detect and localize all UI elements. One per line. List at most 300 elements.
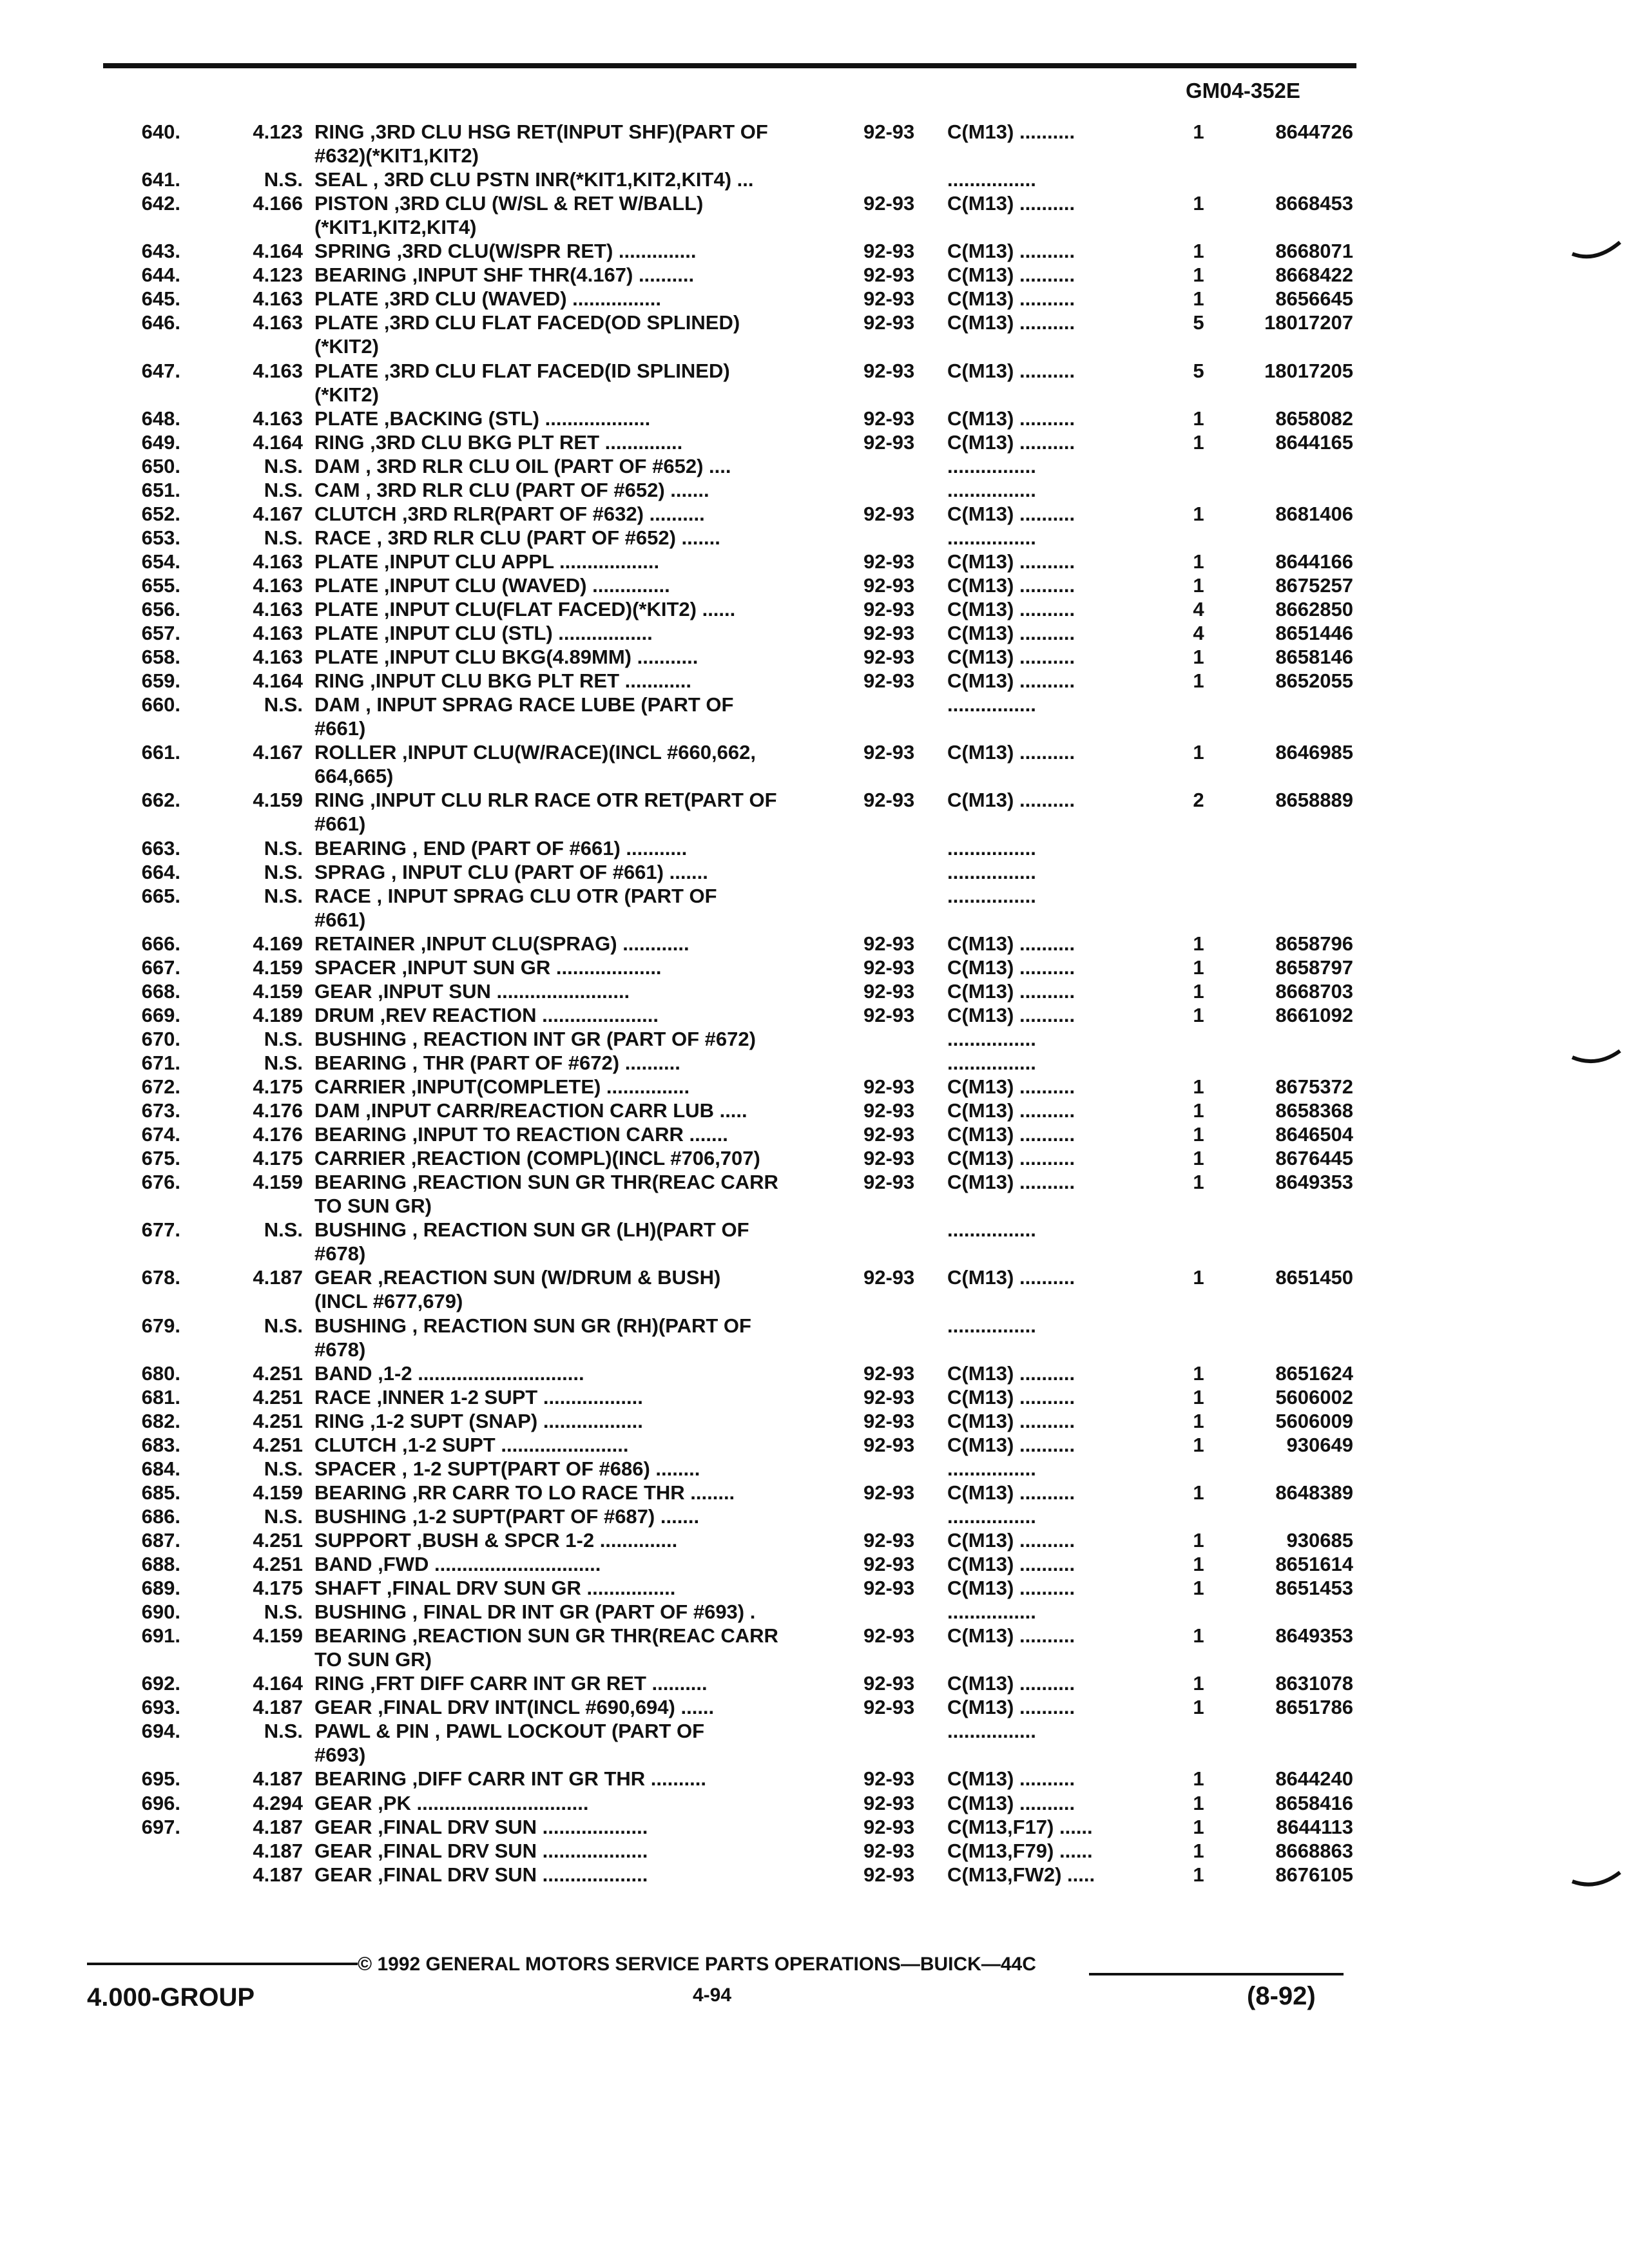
parts-row [0,1528,1629,1552]
model-years: 92-93 [863,1075,915,1098]
quantity: 1 [1193,646,1204,669]
vehicle-code: C(M13) .......... [947,932,1075,955]
quantity: 1 [1193,1481,1204,1504]
vehicle-code: C(M13) .......... [947,1553,1075,1575]
section-ref: N.S. [264,693,303,716]
model-years: 92-93 [863,1863,915,1886]
model-years: 92-93 [863,1147,915,1170]
part-description: DAM ,INPUT CARR/REACTION CARR LUB ..... [314,1099,747,1122]
parts-row [0,1671,1629,1695]
vehicle-code: C(M13) .......... [947,598,1075,620]
part-number: 8646504 [1275,1123,1353,1146]
quantity: 1 [1193,956,1204,979]
section-ref: 4.163 [253,550,303,573]
section-ref: 4.163 [253,622,303,645]
model-years: 92-93 [863,1123,915,1146]
section-ref: N.S. [264,168,303,191]
vehicle-code: C(M13,F17) ...... [947,1815,1093,1838]
footer-copyright: © 1992 GENERAL MOTORS SERVICE PARTS OPERATIONS—BUICK—44C [358,1954,1036,1975]
parts-row [0,430,1629,454]
section-ref: 4.187 [253,1815,303,1838]
quantity: 1 [1193,120,1204,143]
model-years: 92-93 [863,430,915,454]
item-number: 681. [141,1385,180,1408]
section-ref: 4.159 [253,956,303,979]
quantity: 1 [1193,1815,1204,1838]
part-description: RING ,FRT DIFF CARR INT GR RET .......... [314,1672,708,1695]
quantity: 1 [1193,1361,1204,1385]
part-description: (*KIT2) [314,383,379,406]
section-ref: N.S. [264,860,303,883]
item-number: 669. [141,1003,180,1026]
part-description: SPRAG , INPUT CLU (PART OF #661) ....... [314,860,708,883]
section-ref: N.S. [264,1457,303,1480]
parts-row [0,573,1629,597]
item-number: 654. [141,550,180,573]
section-ref: 4.187 [253,1696,303,1719]
parts-row [0,383,1629,407]
item-number: 676. [141,1171,180,1194]
vehicle-code: C(M13) .......... [947,979,1075,1003]
parts-row [0,1863,1629,1887]
vehicle-code: C(M13) .......... [947,1003,1075,1026]
part-number: 8681406 [1275,502,1353,525]
parts-row [0,1481,1629,1504]
section-ref: 4.294 [253,1791,303,1814]
part-description: GEAR ,PK ............................... [314,1791,589,1814]
vehicle-code: C(M13,F79) ...... [947,1839,1093,1862]
part-description: CARRIER ,INPUT(COMPLETE) ............... [314,1075,690,1098]
part-description: RETAINER ,INPUT CLU(SPRAG) ............ [314,932,689,955]
part-description: RING ,INPUT CLU BKG PLT RET ............ [314,669,691,693]
part-number: 8644240 [1275,1767,1353,1791]
section-ref: 4.176 [253,1123,303,1146]
model-years: 92-93 [863,502,915,525]
part-description: RING ,INPUT CLU RLR RACE OTR RET(PART OF [314,789,777,812]
vehicle-code: C(M13) .......... [947,1696,1075,1719]
section-ref: N.S. [264,1600,303,1624]
part-description: DAM , 3RD RLR CLU OIL (PART OF #652) .... [314,454,731,477]
parts-row [0,884,1629,908]
part-description: RING ,1-2 SUPT (SNAP) .................. [314,1409,643,1432]
item-number: 675. [141,1147,180,1170]
item-number: 650. [141,454,180,477]
parts-row [0,215,1629,239]
vehicle-code: C(M13) .......... [947,430,1075,454]
section-ref: N.S. [264,1027,303,1050]
vehicle-code: C(M13) .......... [947,1767,1075,1791]
part-number: 8652055 [1275,669,1353,693]
part-number: 5606002 [1275,1385,1353,1408]
part-description: DRUM ,REV REACTION ..................... [314,1003,659,1026]
parts-row [0,407,1629,430]
model-years: 92-93 [863,1099,915,1122]
item-number: 687. [141,1528,180,1552]
part-description: CAM , 3RD RLR CLU (PART OF #652) ....... [314,478,709,501]
section-ref: 4.175 [253,1147,303,1170]
section-ref: N.S. [264,836,303,860]
vehicle-code: C(M13) .......... [947,1481,1075,1504]
vehicle-code: C(M13) .......... [947,1409,1075,1432]
parts-row [0,1576,1629,1600]
parts-row [0,1361,1629,1385]
parts-row [0,621,1629,645]
quantity: 1 [1193,1147,1204,1170]
parts-row [0,1433,1629,1457]
section-ref: N.S. [264,526,303,549]
part-number: 8649353 [1275,1624,1353,1648]
parts-row [0,860,1629,884]
vehicle-code: C(M13) .......... [947,1147,1075,1170]
vehicle-code: ................ [947,168,1036,191]
part-description: (INCL #677,679) [314,1290,463,1313]
vehicle-code: C(M13) .......... [947,1791,1075,1814]
part-description: #632)(*KIT1,KIT2) [314,144,479,168]
item-number: 657. [141,622,180,645]
item-number: 656. [141,598,180,620]
vehicle-code: C(M13) .......... [947,1266,1075,1289]
document-code: GM04-352E [1186,79,1300,102]
item-number: 646. [141,311,180,334]
part-description: BUSHING , FINAL DR INT GR (PART OF #693) . [314,1600,756,1624]
section-ref: N.S. [264,1504,303,1528]
vehicle-code: C(M13) .......... [947,120,1075,143]
parts-row [0,1338,1629,1361]
part-number: 8675257 [1275,573,1353,597]
section-ref: 4.163 [253,573,303,597]
section-ref: N.S. [264,1314,303,1337]
parts-row [0,836,1629,860]
vehicle-code: ................ [947,1720,1036,1743]
part-description: BUSHING , REACTION SUN GR (LH)(PART OF [314,1218,749,1242]
quantity: 1 [1193,192,1204,215]
parts-row [0,1648,1629,1671]
vehicle-code: ................ [947,1600,1036,1624]
quantity: 4 [1193,598,1204,620]
quantity: 1 [1193,1839,1204,1862]
part-description: BEARING ,INPUT TO REACTION CARR ....... [314,1123,728,1146]
parts-row [0,1289,1629,1313]
item-number: 679. [141,1314,180,1337]
parts-row [0,1743,1629,1767]
parts-row [0,979,1629,1003]
item-number: 661. [141,741,180,764]
model-years: 92-93 [863,956,915,979]
section-ref: 4.251 [253,1361,303,1385]
model-years: 92-93 [863,1409,915,1432]
parts-row [0,1265,1629,1289]
item-number: 666. [141,932,180,955]
part-description: (*KIT2) [314,335,379,358]
item-number: 673. [141,1099,180,1122]
quantity: 1 [1193,1528,1204,1552]
quantity: 5 [1193,359,1204,382]
item-number: 686. [141,1504,180,1528]
item-number: 648. [141,407,180,430]
part-number: 8668453 [1275,192,1353,215]
punch-hole-mark [1571,1869,1621,1890]
parts-row [0,1815,1629,1839]
vehicle-code: C(M13) .......... [947,1624,1075,1648]
section-ref: 4.163 [253,407,303,430]
item-number: 692. [141,1672,180,1695]
parts-row [0,1600,1629,1624]
part-description: BEARING ,INPUT SHF THR(4.167) .......... [314,264,695,287]
item-number: 678. [141,1266,180,1289]
item-number: 684. [141,1457,180,1480]
parts-row [0,812,1629,836]
section-ref: 4.251 [253,1409,303,1432]
parts-row [0,1075,1629,1099]
part-description: RACE , INPUT SPRAG CLU OTR (PART OF [314,884,717,907]
model-years: 92-93 [863,1577,915,1600]
part-description: PLATE ,INPUT CLU (STL) ................. [314,622,653,645]
part-description: DAM , INPUT SPRAG RACE LUBE (PART OF [314,693,734,716]
vehicle-code: ................ [947,1314,1036,1337]
part-description: BEARING ,RR CARR TO LO RACE THR ........ [314,1481,735,1504]
part-description: #693) [314,1744,366,1767]
parts-row [0,1385,1629,1409]
parts-row [0,1146,1629,1170]
part-description: TO SUN GR) [314,1648,432,1671]
quantity: 1 [1193,1767,1204,1791]
part-description: PLATE ,INPUT CLU BKG(4.89MM) ........... [314,646,699,669]
parts-row [0,932,1629,956]
vehicle-code: C(M13) .......... [947,646,1075,669]
part-number: 8646985 [1275,741,1353,764]
section-ref: 4.251 [253,1433,303,1456]
part-description: PLATE ,INPUT CLU APPL .................. [314,550,660,573]
parts-row [0,359,1629,383]
item-number: 649. [141,430,180,454]
part-description: RING ,3RD CLU BKG PLT RET .............. [314,430,683,454]
section-ref: 4.163 [253,646,303,669]
section-ref: 4.163 [253,287,303,311]
part-number: 5606009 [1275,1409,1353,1432]
quantity: 1 [1193,1409,1204,1432]
parts-row [0,144,1629,168]
item-number: 660. [141,693,180,716]
parts-row [0,334,1629,358]
part-number: 8651453 [1275,1577,1353,1600]
part-description: GEAR ,FINAL DRV SUN ................... [314,1815,648,1838]
model-years: 92-93 [863,1672,915,1695]
vehicle-code: ................ [947,1051,1036,1074]
section-ref: N.S. [264,1720,303,1743]
quantity: 1 [1193,550,1204,573]
parts-row [0,239,1629,263]
part-description: BUSHING , REACTION SUN GR (RH)(PART OF [314,1314,751,1337]
model-years: 92-93 [863,1385,915,1408]
part-description: BAND ,1-2 .............................. [314,1361,584,1385]
section-ref: 4.167 [253,741,303,764]
quantity: 1 [1193,430,1204,454]
part-number: 8658368 [1275,1099,1353,1122]
item-number: 685. [141,1481,180,1504]
vehicle-code: ................ [947,836,1036,860]
part-description: PLATE ,3RD CLU FLAT FACED(ID SPLINED) [314,359,730,382]
item-number: 683. [141,1433,180,1456]
model-years: 92-93 [863,1767,915,1791]
parts-row [0,1027,1629,1051]
part-description: GEAR ,INPUT SUN ........................ [314,979,630,1003]
parts-row [0,1099,1629,1122]
model-years: 92-93 [863,573,915,597]
item-number: 682. [141,1409,180,1432]
vehicle-code: C(M13) .......... [947,669,1075,693]
section-ref: 4.164 [253,1672,303,1695]
section-ref: 4.251 [253,1528,303,1552]
section-ref: 4.123 [253,120,303,143]
quantity: 1 [1193,979,1204,1003]
vehicle-code: ................ [947,884,1036,907]
item-number: 671. [141,1051,180,1074]
vehicle-code: C(M13) .......... [947,1123,1075,1146]
section-ref: 4.187 [253,1863,303,1886]
part-description: BEARING ,DIFF CARR INT GR THR .......... [314,1767,706,1791]
model-years: 92-93 [863,1171,915,1194]
parts-row [0,1457,1629,1481]
parts-row [0,1314,1629,1338]
quantity: 1 [1193,1553,1204,1575]
part-description: #661) [314,717,366,740]
item-number: 667. [141,956,180,979]
section-ref: 4.189 [253,1003,303,1026]
vehicle-code: C(M13) .......... [947,956,1075,979]
part-description: SPACER ,INPUT SUN GR ................... [314,956,662,979]
part-number: 8658082 [1275,407,1353,430]
item-number: 663. [141,836,180,860]
section-ref: 4.159 [253,1171,303,1194]
section-ref: 4.169 [253,932,303,955]
section-ref: 4.159 [253,789,303,812]
vehicle-code: ................ [947,454,1036,477]
part-number: 8651614 [1275,1553,1353,1575]
section-ref: 4.123 [253,264,303,287]
item-number: 642. [141,192,180,215]
section-ref: 4.163 [253,311,303,334]
quantity: 1 [1193,1171,1204,1194]
section-ref: 4.159 [253,1481,303,1504]
section-ref: 4.251 [253,1553,303,1575]
vehicle-code: C(M13) .......... [947,741,1075,764]
parts-row [0,263,1629,287]
quantity: 2 [1193,789,1204,812]
section-ref: N.S. [264,1218,303,1242]
section-ref: N.S. [264,1051,303,1074]
part-description: SPACER , 1-2 SUPT(PART OF #686) ........ [314,1457,700,1480]
part-number: 8631078 [1275,1672,1353,1695]
vehicle-code: C(M13) .......... [947,789,1075,812]
vehicle-code: C(M13) .......... [947,1672,1075,1695]
section-ref: N.S. [264,478,303,501]
vehicle-code: ................ [947,860,1036,883]
vehicle-code: C(M13) .......... [947,1075,1075,1098]
part-number: 8658797 [1275,956,1353,979]
model-years: 92-93 [863,646,915,669]
part-number: 8668071 [1275,240,1353,263]
part-description: RACE ,INNER 1-2 SUPT .................. [314,1385,643,1408]
parts-row [0,740,1629,764]
parts-row [0,1791,1629,1815]
model-years: 92-93 [863,1481,915,1504]
vehicle-code: C(M13) .......... [947,622,1075,645]
item-number: 641. [141,168,180,191]
part-description: BAND ,FWD .............................. [314,1553,601,1575]
part-number: 8651624 [1275,1361,1353,1385]
model-years: 92-93 [863,311,915,334]
parts-row [0,645,1629,669]
vehicle-code: C(M13) .......... [947,1385,1075,1408]
model-years: 92-93 [863,1624,915,1648]
quantity: 1 [1193,1123,1204,1146]
part-number: 8676105 [1275,1863,1353,1886]
part-description: #661) [314,908,366,931]
vehicle-code: C(M13) .......... [947,1171,1075,1194]
parts-row [0,1242,1629,1265]
parts-row [0,287,1629,311]
section-ref: 4.176 [253,1099,303,1122]
part-description: PLATE ,BACKING (STL) ................... [314,407,651,430]
vehicle-code: ................ [947,1457,1036,1480]
section-ref: 4.166 [253,192,303,215]
part-description: BEARING , END (PART OF #661) ........... [314,836,688,860]
model-years: 92-93 [863,287,915,311]
quantity: 1 [1193,1003,1204,1026]
part-number: 8668422 [1275,264,1353,287]
section-ref: 4.159 [253,1624,303,1648]
item-number: 647. [141,359,180,382]
quantity: 1 [1193,669,1204,693]
item-number: 696. [141,1791,180,1814]
vehicle-code: C(M13) .......... [947,1528,1075,1552]
section-ref: 4.163 [253,359,303,382]
section-ref: 4.175 [253,1577,303,1600]
model-years: 92-93 [863,1839,915,1862]
model-years: 92-93 [863,407,915,430]
vehicle-code: C(M13) .......... [947,573,1075,597]
part-description: 664,665) [314,765,394,788]
part-description: GEAR ,FINAL DRV SUN ................... [314,1863,648,1886]
footer-page-number: 4-94 [693,1984,732,2006]
item-number: 655. [141,573,180,597]
parts-row [0,311,1629,334]
parts-row [0,1504,1629,1528]
parts-row [0,1839,1629,1863]
item-number: 652. [141,502,180,525]
parts-row [0,956,1629,979]
vehicle-code: C(M13) .......... [947,240,1075,263]
model-years: 92-93 [863,192,915,215]
part-number: 8662850 [1275,598,1353,620]
vehicle-code: C(M13) .......... [947,502,1075,525]
quantity: 1 [1193,1672,1204,1695]
part-number: 8658416 [1275,1791,1353,1814]
item-number: 697. [141,1815,180,1838]
model-years: 92-93 [863,741,915,764]
item-number: 680. [141,1361,180,1385]
part-description: (*KIT1,KIT2,KIT4) [314,216,477,239]
model-years: 92-93 [863,669,915,693]
parts-row [0,1552,1629,1576]
vehicle-code: ................ [947,1027,1036,1050]
item-number: 658. [141,646,180,669]
footer-rule-left [87,1963,358,1965]
quantity: 1 [1193,1577,1204,1600]
item-number: 651. [141,478,180,501]
section-ref: N.S. [264,454,303,477]
parts-row [0,1122,1629,1146]
